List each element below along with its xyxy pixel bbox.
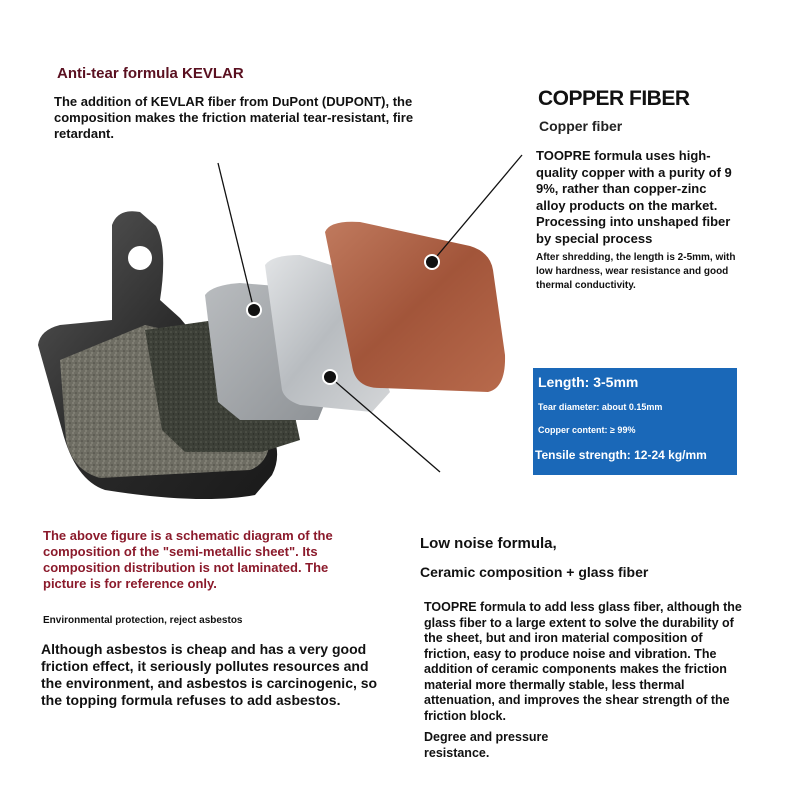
copper-note-line: thermal conductivity. [536, 280, 636, 291]
kevlar-title: Anti-tear formula KEVLAR [57, 65, 244, 82]
kevlar-description [54, 94, 474, 142]
spec-tear-diameter: Tear diameter: about 0.15mm [538, 402, 663, 412]
copper-line: TOOPRE formula uses high- [536, 148, 711, 163]
copper-note-line: low hardness, wear resistance and good [536, 266, 729, 277]
lownoise-line: friction block. [424, 708, 506, 723]
lownoise-subtitle: Ceramic composition + glass fiber [420, 564, 649, 580]
lownoise-title: Low noise formula, [420, 535, 557, 552]
kevlar-line: composition makes the friction material tear-resistant, fire [54, 110, 414, 125]
lownoise-line: the sheet, but and iron material composition of [424, 631, 703, 645]
copper-note-line: After shredding, the length is 2-5mm, with [536, 252, 736, 263]
asbestos-line: Although asbestos is cheap and has a very good [41, 641, 367, 657]
spec-tensile-strength: Tensile strength: 12-24 kg/mm [535, 448, 707, 462]
copper-title: COPPER FIBER [538, 87, 690, 110]
copper-subtitle: Copper fiber [539, 118, 623, 134]
lownoise-extra-line: Degree and pressure [424, 730, 549, 744]
schematic-note [43, 528, 383, 592]
asbestos-line: friction effect, it seriously pollutes resources and [41, 658, 369, 674]
lownoise-line: addition of ceramic components makes the friction [424, 662, 727, 676]
lownoise-line: friction, easy to produce noise and vibration. The [424, 646, 717, 661]
note-line: picture is for reference only. [43, 576, 217, 591]
copper-line: alloy products on the market. [536, 197, 718, 213]
lownoise-line: TOOPRE formula to add less glass fiber, although the [424, 600, 742, 614]
copper-line: Processing into unshaped fiber [536, 214, 731, 229]
note-line: composition of the "semi-metallic sheet". Its [43, 544, 318, 559]
lownoise-description [424, 600, 784, 761]
lownoise-line: attenuation, and improves the shear strength of the [424, 693, 730, 707]
copper-line: quality copper with a purity of 9 [536, 164, 732, 180]
spec-length: Length: 3-5mm [538, 374, 639, 390]
spec-box [533, 368, 737, 475]
lownoise-line: glass fiber to a large extent to solve the durability of [424, 615, 734, 630]
copper-line: 9%, rather than copper-zinc [536, 181, 707, 196]
copper-line: by special process [536, 230, 653, 246]
lownoise-extra-line: resistance. [424, 745, 490, 760]
lownoise-line: material more thermally stable, less thermal [424, 677, 685, 692]
note-line: composition distribution is not laminated. The [43, 560, 329, 575]
copper-note [536, 251, 786, 293]
asbestos-line: the environment, and asbestos is carcinogenic, so [41, 675, 378, 691]
asbestos-line: the topping formula refuses to add asbestos. [41, 692, 341, 708]
kevlar-line: The addition of KEVLAR fiber from DuPont (DUPONT), the [54, 94, 413, 109]
asbestos-title: Environmental protection, reject asbestos [43, 615, 243, 626]
copper-description [536, 148, 786, 247]
spec-copper-content: Copper content: ≥ 99% [538, 425, 636, 435]
asbestos-description [41, 641, 401, 709]
kevlar-line: retardant. [54, 126, 114, 141]
note-line: The above figure is a schematic diagram of the [43, 528, 333, 543]
